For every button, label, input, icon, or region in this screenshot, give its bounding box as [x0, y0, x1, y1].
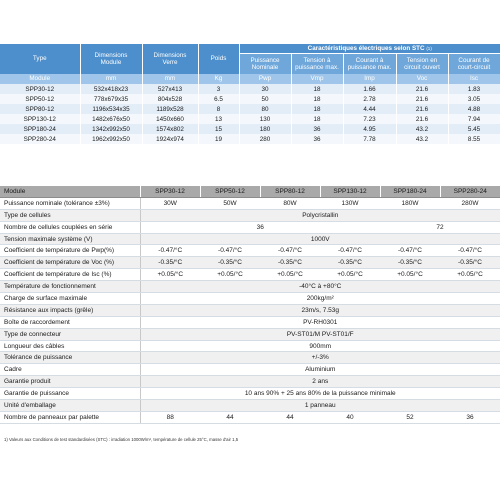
table-cell: 21.6: [396, 104, 448, 114]
table-cell: 804x528: [142, 94, 198, 104]
spec-value: -0.35/°C: [440, 257, 500, 269]
table-cell: 130: [239, 114, 291, 124]
spec-row: [0, 376, 500, 388]
spec-value: -0.47/°C: [440, 245, 500, 257]
table-cell: 527x413: [142, 84, 198, 94]
spec-value: -0.47/°C: [200, 245, 260, 257]
spec-value: -40°C à +80°C: [140, 281, 500, 293]
table-cell: 43.2: [396, 134, 448, 144]
unit-cell: Kg: [198, 74, 239, 84]
table-row: [0, 124, 500, 134]
spec-value: 88: [140, 411, 200, 423]
spec-row-label: Type de connecteur: [0, 328, 140, 340]
table-cell: 21.6: [396, 84, 448, 94]
spec-value: -0.47/°C: [260, 245, 320, 257]
spec-row-label: Tolérance de puissance: [0, 352, 140, 364]
spec-value: PV-ST01/M PV-ST01/F: [140, 328, 500, 340]
table-cell: 4.44: [343, 104, 396, 114]
spec-value: +0.05/°C: [320, 269, 380, 281]
spec-value: 130W: [320, 197, 380, 209]
table-cell: 3.05: [448, 94, 500, 104]
spec-header-model: SPP30-12: [140, 186, 200, 197]
spec-row-label: Type de cellules: [0, 209, 140, 221]
spec-row-label: Longueur des câbles: [0, 340, 140, 352]
spec-header-row: [0, 186, 500, 197]
spec-value: 40: [320, 411, 380, 423]
table-cell: 18: [291, 84, 343, 94]
stc-footnote-ref: (1): [426, 45, 432, 51]
spec-row-label: Garantie de puissance: [0, 388, 140, 400]
spec-row-label: Cadre: [0, 364, 140, 376]
table-cell: 280: [239, 134, 291, 144]
table-cell: 50: [239, 94, 291, 104]
spec-row-label: Nombre de cellules couplées en série: [0, 221, 140, 233]
table-cell: SPP30-12: [0, 84, 80, 94]
table-cell: 1.66: [343, 84, 396, 94]
table-cell: 18: [291, 94, 343, 104]
spec-row: [0, 364, 500, 376]
table-cell: 15: [198, 124, 239, 134]
stc-title: Caractéristiques électriques selon STC: [307, 44, 425, 52]
table-cell: 18: [291, 114, 343, 124]
header-tension-circuit-ouvert: Tension en circuit ouvert: [396, 54, 448, 75]
spec-header-model: SPP80-12: [260, 186, 320, 197]
unit-cell: Vmp: [291, 74, 343, 84]
table-cell: 13: [198, 114, 239, 124]
spec-row: [0, 316, 500, 328]
spec-value: -0.47/°C: [320, 245, 380, 257]
spec-value: +0.05/°C: [440, 269, 500, 281]
table-cell: 21.6: [396, 94, 448, 104]
table-cell: 7.78: [343, 134, 396, 144]
spec-header-model: SPP280-24: [440, 186, 500, 197]
spec-value: 80W: [260, 197, 320, 209]
spec-header-model: SPP130-12: [320, 186, 380, 197]
spec-row: [0, 281, 500, 293]
spec-row-label: Température de fonctionnement: [0, 281, 140, 293]
table-cell: 1342x992x50: [80, 124, 142, 134]
spec-value: -0.35/°C: [200, 257, 260, 269]
table-cell: SPP130-12: [0, 114, 80, 124]
table-cell: 2.78: [343, 94, 396, 104]
spec-value: 36: [440, 411, 500, 423]
table-cell: SPP50-12: [0, 94, 80, 104]
spec-value: 2 ans: [140, 376, 500, 388]
units-row: [0, 74, 500, 84]
table-cell: 1962x992x50: [80, 134, 142, 144]
header-puissance-nominale: Puissance Nominale: [239, 54, 291, 75]
table-cell: 30: [239, 84, 291, 94]
spec-row-label: Garantie produit: [0, 376, 140, 388]
table-cell: 1.83: [448, 84, 500, 94]
table-row: [0, 84, 500, 94]
header-courant-puissance-max: Courant à puissance max.: [343, 54, 396, 75]
table-row: [0, 104, 500, 114]
table-cell: SPP280-24: [0, 134, 80, 144]
table-cell: 532x418x23: [80, 84, 142, 94]
spec-table-section: [0, 186, 500, 424]
header-dimensions-module: Dimensions Module: [80, 44, 142, 74]
spec-row: [0, 233, 500, 245]
unit-cell: Module: [0, 74, 80, 84]
table-cell: 1196x534x35: [80, 104, 142, 114]
spec-value: +0.05/°C: [380, 269, 440, 281]
spec-value: 36: [140, 221, 380, 233]
table-cell: 1189x528: [142, 104, 198, 114]
spec-row-label: Charge de surface maximale: [0, 293, 140, 305]
spec-value: 44: [260, 411, 320, 423]
spec-value: -0.35/°C: [140, 257, 200, 269]
header-dimensions-verre: Dimensions Verre: [142, 44, 198, 74]
spec-value: 180W: [380, 197, 440, 209]
table-cell: 36: [291, 124, 343, 134]
spec-row-label: Unité d'emballage: [0, 400, 140, 412]
spec-value: +0.05/°C: [260, 269, 320, 281]
table-cell: 4.95: [343, 124, 396, 134]
spec-value: 23m/s, 7.53g: [140, 304, 500, 316]
unit-cell: mm: [80, 74, 142, 84]
spec-value: PV-RH0301: [140, 316, 500, 328]
header-stc-group: [239, 44, 500, 54]
spec-value: -0.47/°C: [380, 245, 440, 257]
unit-cell: Pwp: [239, 74, 291, 84]
unit-cell: Isc: [448, 74, 500, 84]
spec-row: [0, 269, 500, 281]
unit-cell: Imp: [343, 74, 396, 84]
stc-footnote: 1) Valeurs aux Conditions de test standardisées (STC) : irradiation 1000W/m², température de cellule 25°C, masse d'air 1,5: [4, 437, 239, 442]
spec-row: [0, 400, 500, 412]
spec-value: 30W: [140, 197, 200, 209]
table-cell: 80: [239, 104, 291, 114]
header-courant-court-circuit: Courant de court-circuit: [448, 54, 500, 75]
spec-row: [0, 352, 500, 364]
spec-value: 10 ans 90% + 25 ans 80% de la puissance minimale: [140, 388, 500, 400]
table-cell: SPP80-12: [0, 104, 80, 114]
spec-row: [0, 293, 500, 305]
spec-row: [0, 209, 500, 221]
spec-value: 50W: [200, 197, 260, 209]
spec-value: 200kg/m²: [140, 293, 500, 305]
electrical-table-body: [0, 84, 500, 144]
spec-value: 900mm: [140, 340, 500, 352]
spec-header-label: Module: [0, 186, 140, 197]
spec-value: 1000V: [140, 233, 500, 245]
spec-row: [0, 328, 500, 340]
spec-row-label: Boîte de raccordement: [0, 316, 140, 328]
table-cell: 1924x974: [142, 134, 198, 144]
table-cell: 19: [198, 134, 239, 144]
table-cell: 21.6: [396, 114, 448, 124]
spec-value: 44: [200, 411, 260, 423]
electrical-table-section: [0, 44, 500, 144]
header-poids: Poids: [198, 44, 239, 74]
table-cell: 18: [291, 104, 343, 114]
spec-row-label: Coefficient de température de Isc (%): [0, 269, 140, 281]
spec-row-label: Coefficient de température de Pwp(%): [0, 245, 140, 257]
table-cell: 8: [198, 104, 239, 114]
unit-cell: Voc: [396, 74, 448, 84]
table-cell: 43.2: [396, 124, 448, 134]
table-row: [0, 114, 500, 124]
spec-row: [0, 411, 500, 423]
header-type: Type: [0, 44, 80, 74]
spec-row-label: Nombre de panneaux par palette: [0, 411, 140, 423]
spec-value: 1 panneau: [140, 400, 500, 412]
table-cell: 1574x802: [142, 124, 198, 134]
spec-row: [0, 197, 500, 209]
spec-header-model: SPP50-12: [200, 186, 260, 197]
spec-value: +0.05/°C: [200, 269, 260, 281]
spec-row-label: Puissance nominale (tolérance ±3%): [0, 197, 140, 209]
spec-value: -0.35/°C: [260, 257, 320, 269]
spec-value: 280W: [440, 197, 500, 209]
spec-value: +0.05/°C: [140, 269, 200, 281]
spec-value: 52: [380, 411, 440, 423]
spec-value: 72: [380, 221, 500, 233]
spec-row: [0, 304, 500, 316]
header-tension-puissance-max: Tension à puissance max.: [291, 54, 343, 75]
table-cell: 7.23: [343, 114, 396, 124]
unit-cell: mm: [142, 74, 198, 84]
table-row: [0, 94, 500, 104]
table-cell: 8.55: [448, 134, 500, 144]
table-cell: 6.5: [198, 94, 239, 104]
table-cell: SPP180-24: [0, 124, 80, 134]
spec-row: [0, 245, 500, 257]
table-cell: 4.88: [448, 104, 500, 114]
table-cell: 1482x676x50: [80, 114, 142, 124]
spec-row: [0, 340, 500, 352]
spec-value: -0.35/°C: [380, 257, 440, 269]
spec-row: [0, 257, 500, 269]
table-cell: 5.45: [448, 124, 500, 134]
table-cell: 1450x660: [142, 114, 198, 124]
module-specifications-table: [0, 186, 500, 424]
electrical-characteristics-table: [0, 44, 500, 144]
table-cell: 36: [291, 134, 343, 144]
spec-header-model: SPP180-24: [380, 186, 440, 197]
spec-value: -0.35/°C: [320, 257, 380, 269]
spec-row-label: Résistance aux impacts (grêle): [0, 304, 140, 316]
table-cell: 3: [198, 84, 239, 94]
spec-table-body: [0, 186, 500, 423]
table-cell: 7.94: [448, 114, 500, 124]
spec-row-label: Coefficient de température de Voc (%): [0, 257, 140, 269]
spec-value: -0.47/°C: [140, 245, 200, 257]
spec-row: [0, 388, 500, 400]
spec-value: Polycristallin: [140, 209, 500, 221]
table-cell: 180: [239, 124, 291, 134]
spec-row: [0, 221, 500, 233]
spec-row-label: Tension maximale système (V): [0, 233, 140, 245]
table-cell: 778x679x35: [80, 94, 142, 104]
table-row: [0, 134, 500, 144]
spec-value: Aluminium: [140, 364, 500, 376]
spec-value: +/-3%: [140, 352, 500, 364]
